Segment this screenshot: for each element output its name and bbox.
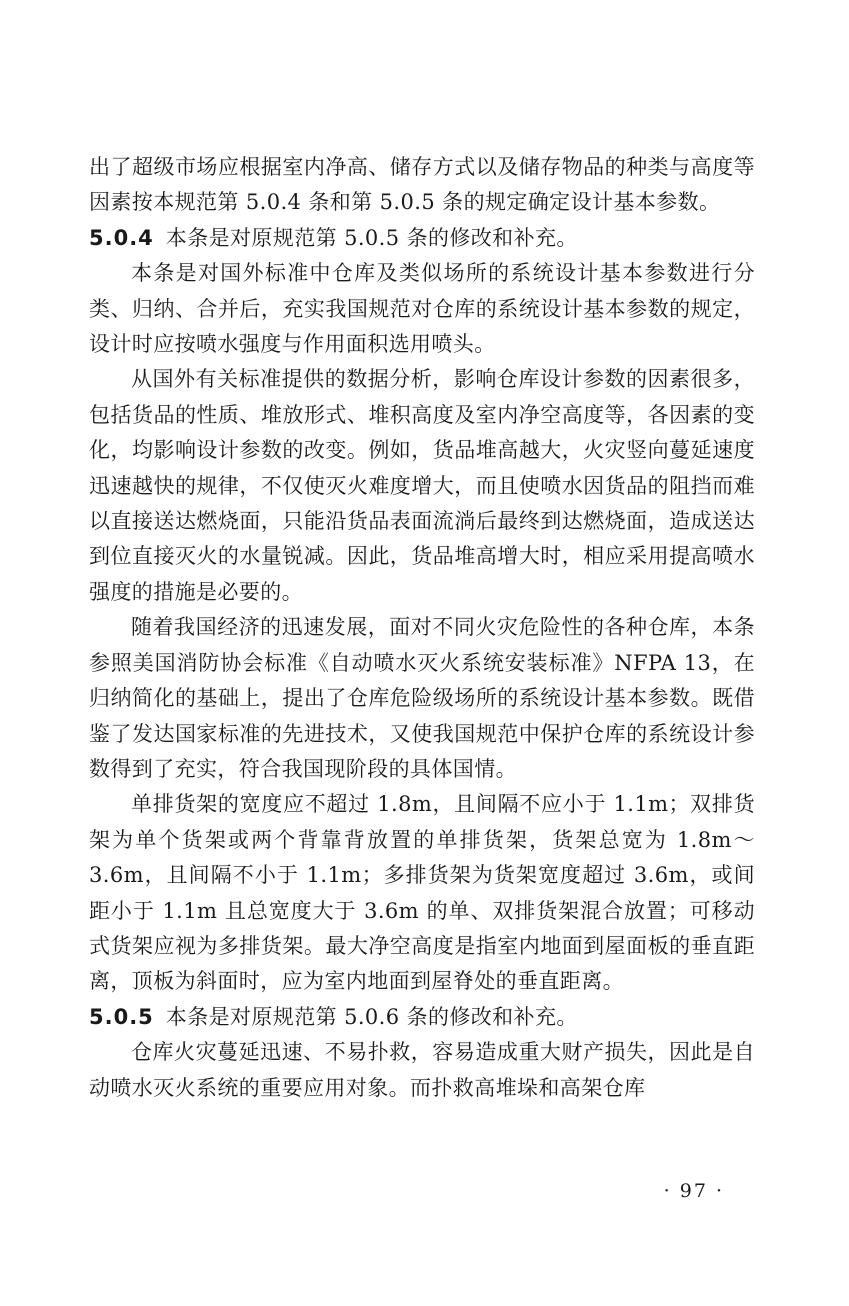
paragraph-text: 本条是对原规范第 5.0.5 条的修改和补充。 [165,225,578,250]
page-number: · 97 · [663,1180,724,1202]
paragraph [89,787,755,999]
paragraph [89,1035,755,1106]
paragraph-text: 单排货架的宽度应不超过 1.8m，且间隔不应小于 1.1m；双排货架为单个货架或两个背靠背放置的单排货架，货架总宽为 1.8m～3.6m，且间隔不小于 1.1m；多排货架为货架宽度超过 3.6m，或间距小于 1.1m 且总宽度大于 3.6m 的单、双排货架混合放置；可移动式货架应视为多排货架。最大净空高度是指室内地面到屋面板的垂直距离，顶板为斜面时，应为室内地面到屋脊处的垂直距离。 [89,792,755,994]
paragraph-text: 本条是对原规范第 5.0.6 条的修改和补充。 [165,1004,578,1029]
paragraph [89,256,755,362]
paragraph-text: 出了超级市场应根据室内净高、储存方式以及储存物品的种类与高度等因素按本规范第 5.0.4 条和第 5.0.5 条的规定确定设计基本参数。 [89,155,755,215]
paragraph [89,362,755,610]
paragraph-continued [89,150,755,221]
body-text [89,150,755,1106]
paragraph-text: 本条是对国外标准中仓库及类似场所的系统设计基本参数进行分类、归纳、合并后，充实我国规范对仓库的系统设计基本参数的规定，设计时应按喷水强度与作用面积选用喷头。 [89,261,755,357]
paragraph-text: 从国外有关标准提供的数据分析，影响仓库设计参数的因素很多，包括货品的性质、堆放形式、堆积高度及室内净空高度等，各因素的变化，均影响设计参数的改变。例如，货品堆高越大，火灾竖向蔓延速度迅速越快的规律，不仅使灭火难度增大，而且使喷水因货品的阻挡而难以直接送达燃烧面，只能沿货品表面流淌后最终到达燃烧面，造成送达到位直接灭火的水量锐减。因此，货品堆高增大时，相应采用提高喷水强度的措施是必要的。 [89,367,755,604]
clause-number: 5.0.4 [89,225,154,250]
clause-paragraph-5-0-5 [89,1000,755,1035]
paragraph-text: 仓库火灾蔓延迅速、不易扑救，容易造成重大财产损失，因此是自动喷水灭火系统的重要应用对象。而扑救高堆垛和高架仓库 [89,1040,755,1100]
clause-paragraph-5-0-4 [89,221,755,256]
clause-number: 5.0.5 [89,1004,154,1029]
paragraph [89,610,755,787]
paragraph-text: 随着我国经济的迅速发展，面对不同火灾危险性的各种仓库，本条参照美国消防协会标准《自动喷水灭火系统安装标准》NFPA 13，在归纳简化的基础上，提出了仓库危险级场所的系统设计基本参数。既借鉴了发达国家标准的先进技术，又使我国规范中保护仓库的系统设计参数得到了充实，符合我国现阶段的具体国情。 [89,615,755,781]
